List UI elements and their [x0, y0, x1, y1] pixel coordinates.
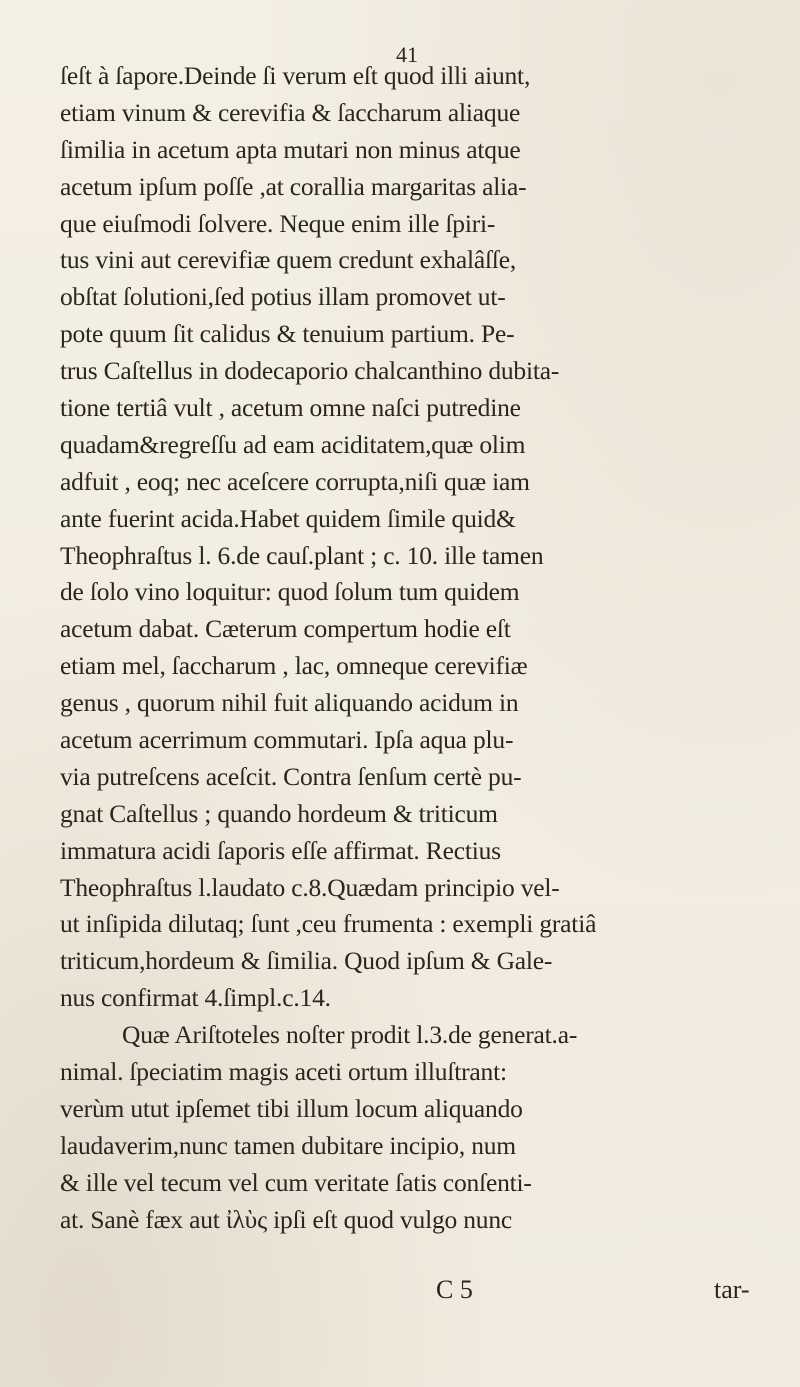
text-line: trus Caſtellus in dodecaporio chalcanthino dubita-: [60, 356, 560, 386]
text-line: acetum ipſum poſſe ,at corallia margaritas alia-: [60, 171, 527, 201]
text-line: acetum dabat. Cæterum compertum hodie eſt: [60, 614, 511, 644]
page-footer: [0, 1275, 800, 1315]
text-line: immatura acidi ſaporis eſſe affirmat. Rectius: [60, 835, 501, 865]
text-line: quadam&regreſſu ad eam aciditatem,quæ olim: [60, 429, 526, 459]
text-line: Theophraſtus l.laudato c.8.Quædam principio vel-: [60, 872, 560, 902]
text-line: at. Sanè fæx aut ἰλὺς ipſi eſt quod vulgo nunc: [60, 1204, 513, 1234]
text-line: genus , quorum nihil fuit aliquando acidum in: [60, 688, 519, 718]
text-line: ut inſipida dilutaq; ſunt ,ceu frumenta : exempli gratiâ: [60, 909, 597, 939]
page-number: 41: [396, 42, 418, 67]
text-line: nimal. ſpeciatim magis aceti ortum illuſtrant:: [60, 1057, 507, 1087]
text-line: tus vini aut cerevifiæ quem credunt exhalâſſe,: [60, 245, 517, 275]
text-line: etiam mel, ſaccharum , lac, omneque cerevifiæ: [60, 651, 528, 681]
text-line: ſeſt à ſapore.Deinde ſi verum eſt quod illi aiunt,: [60, 61, 531, 90]
text-line: laudaverim,nunc tamen dubitare incipio, num: [60, 1130, 516, 1160]
signature-mark: C 5: [436, 1275, 473, 1304]
text-line: verùm utut ipſemet tibi illum locum aliquando: [60, 1093, 523, 1123]
text-line: acetum acerrimum commutari. Ipſa aqua plu-: [60, 725, 514, 755]
text-line: pote quum ſit calidus & tenuium partium. Pe-: [60, 319, 515, 349]
text-line: & ille vel tecum vel cum veritate ſatis conſenti-: [60, 1167, 532, 1197]
text-line: nus confirmat 4.ſimpl.c.14.: [60, 983, 331, 1013]
text-line: obſtat ſolutioni,ſed potius illam promovet ut-: [60, 282, 506, 312]
text-line: ante fuerint acida.Habet quidem ſimile quid&: [60, 503, 516, 533]
text-line: ſimilia in acetum apta mutari non minus atque: [60, 134, 521, 164]
text-line: de ſolo vino loquitur: quod ſolum tum quidem: [60, 577, 520, 607]
catchword: tar-: [714, 1275, 750, 1304]
text-line: via putreſcens aceſcit. Contra ſenſum certè pu-: [60, 761, 522, 791]
text-line: etiam vinum & cerevifia & ſaccharum aliaque: [60, 97, 521, 127]
text-line: Theophraſtus l. 6.de cauſ.plant ; c. 10. ille tamen: [60, 540, 544, 570]
text-line: gnat Caſtellus ; quando hordeum & triticum: [60, 798, 498, 828]
text-line: triticum,hordeum & ſimilia. Quod ipſum & Gale-: [60, 946, 553, 976]
text-line: adfuit , eoq; nec aceſcere corrupta,niſi quæ iam: [60, 466, 530, 496]
text-line: que eiuſmodi ſolvere. Neque enim ille ſpiri-: [60, 208, 496, 238]
body-text: [60, 58, 760, 1239]
paragraph-start-line: Quæ Ariſtoteles noſter prodit l.3.de generat.a-: [122, 1020, 578, 1050]
text-line: tione tertiâ vult , acetum omne naſci putredine: [60, 393, 521, 423]
